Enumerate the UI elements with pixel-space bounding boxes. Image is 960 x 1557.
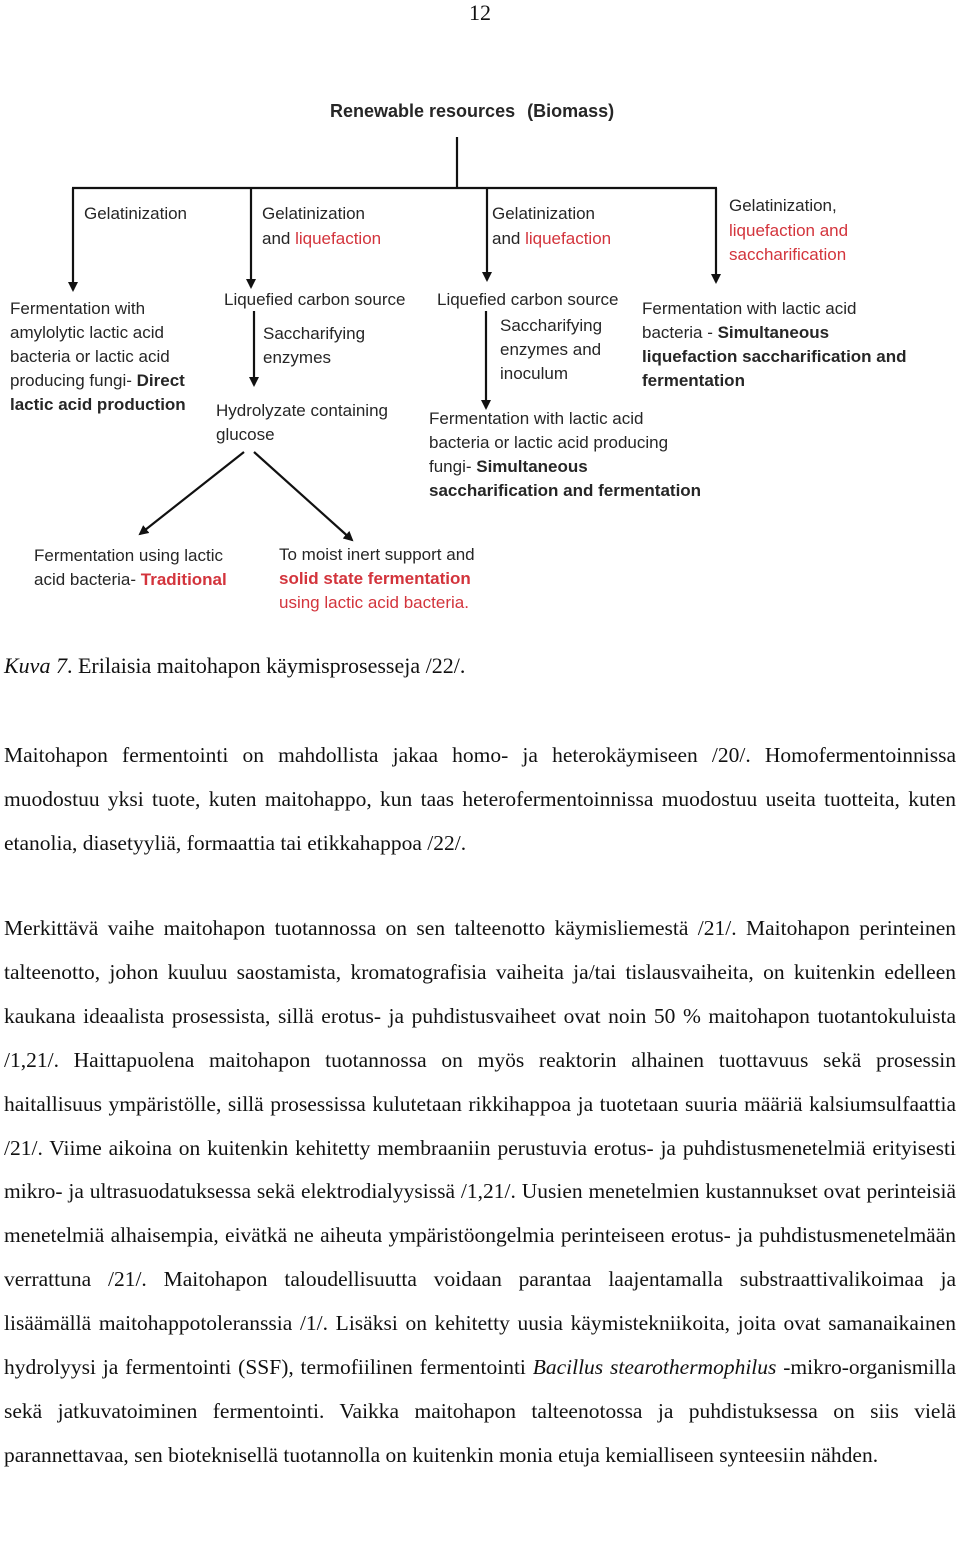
- branch4-result-line: liquefaction saccharification and: [642, 347, 907, 366]
- branch3-intermediate: Liquefied carbon source: [437, 290, 619, 309]
- branch2-step-line: and liquefaction: [262, 229, 382, 248]
- traditional-line: Fermentation using lactic: [34, 546, 223, 565]
- branch2-step-line: Gelatinization: [262, 204, 366, 223]
- species-name: Bacillus stearothermophilus: [532, 1355, 777, 1380]
- branch1: [10, 204, 187, 414]
- paragraph-fermentation-types: Maitohapon fermentointi on mahdollista jakaa homo- ja heterokäymiseen /20/. Homofermentoinnissa muodostuu yksi tuote, kuten maitohappo, kun taas heterofermentoinnissa muodostuu useita tuotteita, kuten etanolia, diasetyyliä, formaattia tai etikkahappoa /22/.: [4, 743, 956, 855]
- branch1-result-line: amylolytic lactic acid: [10, 323, 164, 342]
- solid-state-line: To moist inert support and: [279, 545, 475, 564]
- branch1-result-line: Fermentation with: [10, 299, 146, 318]
- branch3-result-line: fungi- Simultaneous: [429, 457, 588, 476]
- branch3-enzymes-line: Saccharifying: [500, 316, 603, 335]
- branch4-result-line: bacteria - Simultaneous: [642, 323, 830, 342]
- branch2-hydrolyzate-line: Hydrolyzate containing: [216, 401, 388, 420]
- branch4-step-line: Gelatinization,: [729, 196, 837, 215]
- branch1-result-line: lactic acid production: [10, 395, 186, 414]
- branch3-result-line: Fermentation with lactic acid: [429, 409, 644, 428]
- branch3-enzymes-line: enzymes and: [500, 340, 602, 359]
- solid-state-line: using lactic acid bacteria.: [279, 593, 469, 612]
- figure-caption: [4, 651, 465, 681]
- branch3-enzymes-line: inoculum: [500, 364, 569, 383]
- page-number: 12: [469, 0, 491, 25]
- branch1-result-line: bacteria or lactic acid: [10, 347, 170, 366]
- branch2-enzymes-line: Saccharifying: [263, 324, 366, 343]
- arrow-hydrolyzate-to-traditional: [140, 452, 244, 534]
- branch4-result-line: Fermentation with lactic acid: [642, 299, 857, 318]
- fermentation-process-diagram: [0, 0, 960, 640]
- branch1-step: Gelatinization: [84, 204, 188, 223]
- diagram-title: Renewable resources (Biomass): [330, 101, 615, 121]
- branch4-step-line: saccharification: [729, 245, 847, 264]
- caption-label: Kuva 7: [4, 653, 67, 678]
- solid-state-line: solid state fermentation: [279, 569, 471, 588]
- branch2-enzymes-line: enzymes: [263, 348, 332, 367]
- branch4-result-line: fermentation: [642, 371, 745, 390]
- branch3-step-line: Gelatinization: [492, 204, 596, 223]
- branch3-step-line: and liquefaction: [492, 229, 612, 248]
- branch2-intermediate: Liquefied carbon source: [224, 290, 406, 309]
- paragraph-lactic-acid-recovery: Merkittävä vaihe maitohapon tuotannossa on sen talteenotto käymisliemestä /21/. Maitohapon perinteinen talteenotto, johon kuuluu saostamista, kromatografisia vaiheita ja/tai tislausvaiheita, on kuitenkin edelleen kaukana ideaalista prosessista, sillä erotus- ja puhdistusvaiheet ovat noin 50 % maitohapon tuotantokuluista /1,21/. Haittapuolena maitohapon tuotannossa on myös reaktorin alhainen tuottavuus sekä prosessin haitallisuus ympäristölle, sillä prosessissa kulutetaan rikkihappoa ja tuotetaan suuria määriä kalsiumsulfaattia /21/. Viime aikoina on kuitenkin kehitetty membraaniin perustuvia erotus- ja puhdistusmenetelmiä erityisesti mikro- ja ultrasuodatuksessa sekä elektrodialyysissä /1,21/. Uusien menetelmien kustannukset ovat perinteisiä menetelmiä alhaisempia, eivätkä ne aiheuta ympäristöongelmia perinteiseen erotus- ja puhdistusmenetelmään verrattuna /21/. Maitohapon taloudellisuutta voidaan parantaa laajentamalla substraattivalikoimaa ja lisäämällä maitohappotoleranssia /1/. Lisäksi on kehitetty uusia käymistekniikoita, joita ovat samanaikainen hydrolyysi ja fermentointi (SSF), termofiilinen fermentointi Bacillus stearothermophilus -mikro-organismilla sekä jatkuvatoiminen fermentointi. Vaikka maitohapon talteenotossa ja puhdistuksessa on siis vielä parannettavaa, sen bioteknisellä tuotannolla on kuitenkin monia etuja kemialliseen synteesiin nähden.: [4, 916, 956, 1467]
- branch3-result-line: saccharification and fermentation: [429, 481, 702, 500]
- branch3-result-line: bacteria or lactic acid producing: [429, 433, 669, 452]
- branch1-result-line: producing fungi- Direct: [10, 371, 185, 390]
- branch4-step-line: liquefaction and: [729, 221, 849, 240]
- branch4: [642, 196, 907, 390]
- arrow-hydrolyzate-to-solid-state: [254, 452, 352, 540]
- caption-text: . Erilaisia maitohapon käymisprosesseja /22/.: [66, 653, 466, 678]
- branch2-hydrolyzate-line: glucose: [216, 425, 275, 444]
- traditional-line: acid bacteria- Traditional: [34, 570, 227, 589]
